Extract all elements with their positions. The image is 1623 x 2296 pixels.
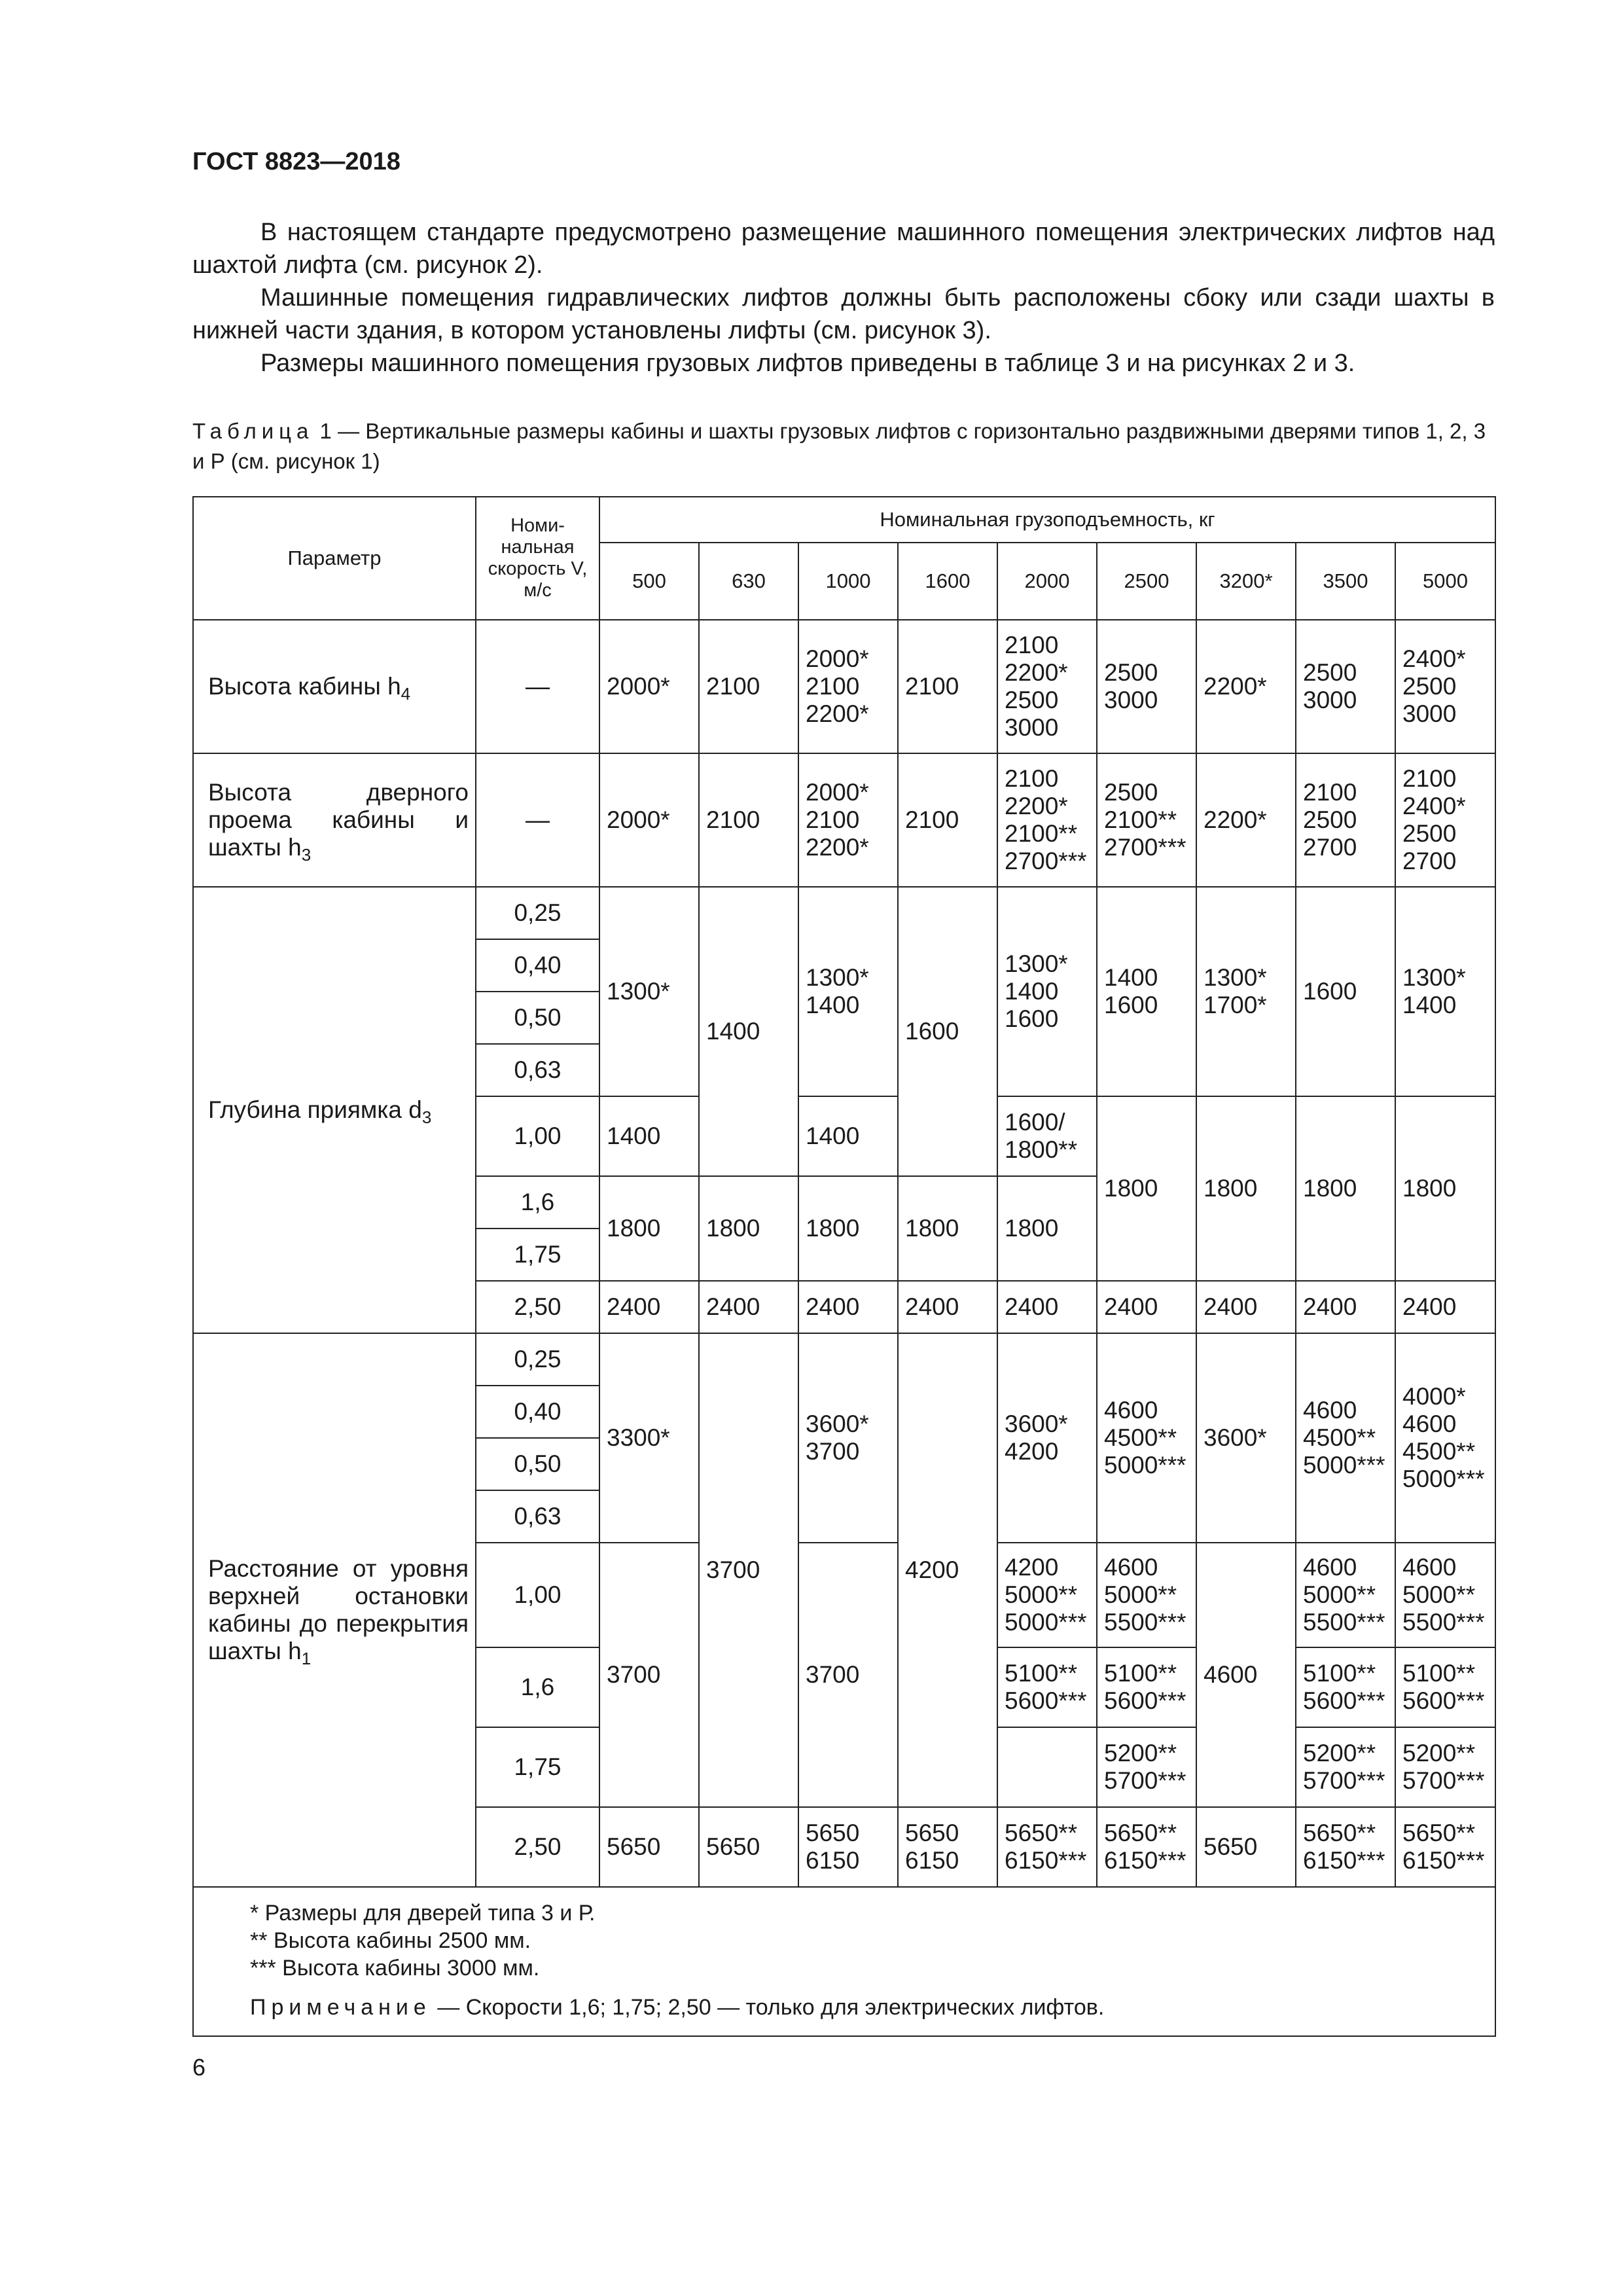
value-cell: 3700 xyxy=(699,1333,798,1807)
value-cell xyxy=(997,887,1097,1096)
value-line: 1400 xyxy=(1104,964,1158,991)
value-line: 6150 xyxy=(905,1847,959,1874)
value-cell: 1800 xyxy=(1296,1096,1395,1281)
value-cell xyxy=(1296,620,1395,753)
footnote: *** Высота кабины 3000 мм. xyxy=(250,1956,540,1981)
value-line: 1400 xyxy=(1402,992,1457,1018)
value-cell: 3700 xyxy=(599,1543,699,1807)
page-number: 6 xyxy=(192,2054,206,2081)
value-cell: 1600 xyxy=(1296,887,1395,1096)
value-line: 5600*** xyxy=(1104,1687,1186,1714)
value-line: 4200 xyxy=(1005,1438,1059,1465)
value-cell xyxy=(699,753,798,887)
value-line: 3600* xyxy=(1005,1410,1068,1437)
note-text: — Скорости 1,6; 1,75; 2,50 — только для электрических лифтов. xyxy=(431,1995,1105,2020)
value-line: 1300* xyxy=(1204,964,1267,991)
speed-cell: 0,50 xyxy=(476,992,599,1044)
value-line: 2100 xyxy=(806,673,860,700)
speed-cell: 0,25 xyxy=(476,887,599,939)
value-cell xyxy=(798,887,898,1096)
value-line: 1300* xyxy=(806,964,869,991)
speed-cell: 0,63 xyxy=(476,1490,599,1543)
value-cell xyxy=(1196,1807,1296,1887)
value-line: 2100** xyxy=(1005,820,1078,847)
value-line: 5500*** xyxy=(1104,1609,1186,1636)
speed-cell: 1,00 xyxy=(476,1096,599,1176)
value-line: 1800** xyxy=(1005,1136,1078,1163)
value-cell xyxy=(997,1807,1097,1887)
value-line: 4600 xyxy=(1402,1410,1457,1437)
value-cell xyxy=(1296,1807,1395,1887)
header-parameter: Параметр xyxy=(193,497,476,620)
value-cell: 2400 xyxy=(1196,1281,1296,1333)
value-line: 5000*** xyxy=(1104,1452,1186,1479)
speed-cell: 1,75 xyxy=(476,1229,599,1281)
value-line: 2700*** xyxy=(1104,834,1186,861)
value-cell xyxy=(1395,1727,1495,1807)
value-cell xyxy=(1097,620,1196,753)
value-cell xyxy=(1395,1647,1495,1727)
row-pit-depth xyxy=(193,887,1495,939)
value-cell: 1400 xyxy=(599,1096,699,1176)
value-line: 2500 xyxy=(1303,659,1357,686)
value-cell xyxy=(798,1807,898,1887)
value-line: 4000* xyxy=(1402,1383,1466,1410)
value-line: 2500 xyxy=(1104,659,1158,686)
value-cell: 1800 xyxy=(1395,1096,1495,1281)
table-caption xyxy=(192,416,1495,476)
value-line: 1400 xyxy=(806,992,860,1018)
value-line: 5650 xyxy=(706,1833,760,1860)
table-caption-text: 1 — Вертикальные размеры кабины и шахты грузовых лифтов с горизонтально раздвижными дверями типов 1, 2, 3 и Р (см. рисунок 1) xyxy=(192,419,1486,473)
load-cell: 1600 xyxy=(898,543,997,620)
value-line: 5500*** xyxy=(1303,1609,1385,1636)
row-door-height xyxy=(193,753,1495,887)
value-cell xyxy=(599,620,699,753)
value-cell xyxy=(1395,620,1495,753)
table-footnotes xyxy=(193,1887,1495,2036)
footnotes-cell xyxy=(193,1887,1495,2036)
value-line: 3700 xyxy=(806,1438,860,1465)
value-line: 5650 xyxy=(905,1820,959,1846)
speed-cell: — xyxy=(476,753,599,887)
value-line: 5100** xyxy=(1402,1660,1476,1687)
value-cell xyxy=(1097,753,1196,887)
row-label: Высота дверного проема кабины и шахты $h_3$ xyxy=(193,753,476,887)
value-line: 5100** xyxy=(1005,1660,1078,1687)
paragraph-2: Машинные помещения гидравлических лифтов должны быть расположены сбоку или сзади шахты в нижней части здания, в котором установлены лифты (см. рисунок 3). xyxy=(192,284,1495,344)
value-cell: 1800 xyxy=(898,1176,997,1281)
row-headroom xyxy=(193,1333,1495,1386)
value-line: 5600*** xyxy=(1402,1687,1485,1714)
speed-cell: 0,40 xyxy=(476,939,599,992)
value-line: 5700*** xyxy=(1104,1767,1186,1794)
value-cell: 1300* xyxy=(599,887,699,1096)
value-line: 2500 xyxy=(1402,673,1457,700)
row-label: Расстояние от уровня верхней остановки кабины до перекрытия шахты $h_1$ xyxy=(193,1333,476,1887)
value-cell: 2400 xyxy=(1097,1281,1196,1333)
value-line: 3000 xyxy=(1402,700,1457,727)
value-cell xyxy=(997,1333,1097,1543)
value-line: 5650** xyxy=(1303,1820,1376,1846)
value-line: 5000** xyxy=(1402,1581,1476,1608)
value-line: 5700*** xyxy=(1402,1767,1485,1794)
value-line: 2100 xyxy=(1005,765,1059,792)
value-cell xyxy=(1296,753,1395,887)
speed-cell: 2,50 xyxy=(476,1281,599,1333)
value-cell xyxy=(1097,887,1196,1096)
speed-cell: — xyxy=(476,620,599,753)
value-line: 2100** xyxy=(1104,806,1177,833)
header-capacity: Номинальная грузоподъемность, кг xyxy=(599,497,1495,543)
speed-cell: 1,6 xyxy=(476,1176,599,1229)
load-cell: 630 xyxy=(699,543,798,620)
value-line: 2700*** xyxy=(1005,848,1087,874)
speed-cell: 1,6 xyxy=(476,1647,599,1727)
value-line: 6150*** xyxy=(1402,1847,1485,1874)
load-cell: 500 xyxy=(599,543,699,620)
value-line: 5100** xyxy=(1104,1660,1177,1687)
load-cell: 1000 xyxy=(798,543,898,620)
value-line: 1600 xyxy=(1104,992,1158,1018)
value-line: 4600 xyxy=(1104,1397,1158,1424)
paragraph-1: В настоящем стандарте предусмотрено размещение машинного помещения электрических лифтов над шахтой лифта (см. рисунок 2). xyxy=(192,219,1495,279)
value-line: 1600/ xyxy=(1005,1109,1065,1136)
value-line: 4600 xyxy=(1303,1397,1357,1424)
value-line: 2200* xyxy=(1204,673,1267,700)
load-cell: 5000 xyxy=(1395,543,1495,620)
load-cell: 3500 xyxy=(1296,543,1395,620)
value-cell: 3600* xyxy=(1196,1333,1296,1543)
value-line: 5000** xyxy=(1005,1581,1078,1608)
value-cell xyxy=(1395,887,1495,1096)
value-line: 2200* xyxy=(806,700,869,727)
value-line: 4600 xyxy=(1104,1554,1158,1581)
value-line: 5200** xyxy=(1402,1740,1476,1767)
value-cell xyxy=(997,1096,1097,1176)
value-line: 2200* xyxy=(806,834,869,861)
value-cell: 1800 xyxy=(699,1176,798,1281)
value-cell xyxy=(1097,1807,1196,1887)
value-line: 3000 xyxy=(1005,714,1059,741)
value-line: 4500** xyxy=(1402,1438,1476,1465)
value-cell xyxy=(997,1543,1097,1647)
value-line: 2200* xyxy=(1005,659,1068,686)
value-cell xyxy=(798,1333,898,1543)
value-cell xyxy=(997,620,1097,753)
value-line: 4500** xyxy=(1104,1424,1177,1451)
value-line: 5100** xyxy=(1303,1660,1376,1687)
value-cell xyxy=(1395,1807,1495,1887)
value-line: 1600 xyxy=(1005,1005,1059,1032)
speed-cell: 0,63 xyxy=(476,1044,599,1096)
value-cell xyxy=(798,620,898,753)
value-line: 5000*** xyxy=(1303,1452,1385,1479)
row-cabin-height xyxy=(193,620,1495,753)
value-line: 2500 xyxy=(1005,687,1059,713)
value-line: 5700*** xyxy=(1303,1767,1385,1794)
value-line: 2400* xyxy=(1402,793,1466,819)
value-line: 2700 xyxy=(1402,848,1457,874)
value-line: 2200* xyxy=(1204,806,1267,833)
value-line: 4600 xyxy=(1402,1554,1457,1581)
note-label: Примечание xyxy=(250,1995,431,2020)
value-line: 5000** xyxy=(1104,1581,1177,1608)
value-line: 5000*** xyxy=(1402,1465,1485,1492)
value-line: 6150*** xyxy=(1005,1847,1087,1874)
value-cell: 2400 xyxy=(599,1281,699,1333)
value-line: 1300* xyxy=(1005,950,1068,977)
paragraph-3: Размеры машинного помещения грузовых лифтов приведены в таблице 3 и на рисунках 2 и 3. xyxy=(260,350,1355,377)
load-cell: 2500 xyxy=(1097,543,1196,620)
value-cell: 1800 xyxy=(1196,1096,1296,1281)
value-line: 5650 xyxy=(806,1820,860,1846)
value-line: 1400 xyxy=(1005,978,1059,1005)
value-cell: 1800 xyxy=(997,1176,1097,1281)
value-line: 4600 xyxy=(1303,1554,1357,1581)
value-cell: 2400 xyxy=(1296,1281,1395,1333)
value-line: 1300* xyxy=(1402,964,1466,991)
value-cell xyxy=(997,1647,1097,1727)
speed-cell: 0,50 xyxy=(476,1438,599,1490)
value-cell: 2400 xyxy=(1395,1281,1495,1333)
value-line: 2000* xyxy=(607,673,670,700)
row-label: Глубина приямка $d_3$ xyxy=(193,887,476,1333)
value-line: 2500 xyxy=(1402,820,1457,847)
value-line: 6150*** xyxy=(1303,1847,1385,1874)
value-line: 5000** xyxy=(1303,1581,1376,1608)
value-cell: 2400 xyxy=(997,1281,1097,1333)
value-line: 2100 xyxy=(1005,632,1059,658)
speed-cell: 1,75 xyxy=(476,1727,599,1807)
table-caption-label: Таблица xyxy=(192,419,314,443)
value-cell xyxy=(1296,1543,1395,1647)
value-cell: 3700 xyxy=(798,1543,898,1807)
value-line: 5200** xyxy=(1104,1740,1177,1767)
value-line: 4500** xyxy=(1303,1424,1376,1451)
value-cell xyxy=(1097,1647,1196,1727)
value-line: 2400* xyxy=(1402,645,1466,672)
value-cell xyxy=(1296,1647,1395,1727)
value-cell xyxy=(699,1807,798,1887)
footnote: ** Высота кабины 2500 мм. xyxy=(250,1928,531,1953)
dimensions-table xyxy=(192,496,1496,2037)
load-cell: 2000 xyxy=(997,543,1097,620)
value-line: 3000 xyxy=(1303,687,1357,713)
value-cell: 3300* xyxy=(599,1333,699,1543)
speed-cell: 2,50 xyxy=(476,1807,599,1887)
value-line: 2200* xyxy=(1005,793,1068,819)
value-line: 2700 xyxy=(1303,834,1357,861)
value-line: 2000* xyxy=(806,779,869,806)
value-cell xyxy=(798,753,898,887)
value-cell: 1400 xyxy=(798,1096,898,1176)
value-cell xyxy=(898,620,997,753)
value-line: 5200** xyxy=(1303,1740,1376,1767)
value-line: 2100 xyxy=(905,673,959,700)
value-cell: 1600 xyxy=(898,887,997,1176)
value-cell xyxy=(997,753,1097,887)
value-cell: 1400 xyxy=(699,887,798,1176)
value-cell: 4600 xyxy=(1196,1543,1296,1807)
value-line: 3000 xyxy=(1104,687,1158,713)
value-cell: 2400 xyxy=(898,1281,997,1333)
value-line: 5650 xyxy=(607,1833,661,1860)
value-line: 2100 xyxy=(905,806,959,833)
value-cell xyxy=(1395,1333,1495,1543)
value-line: 2100 xyxy=(1402,765,1457,792)
value-cell xyxy=(1097,1333,1196,1543)
value-line: 5650 xyxy=(1204,1833,1258,1860)
value-cell xyxy=(599,753,699,887)
value-cell xyxy=(1097,1727,1196,1807)
value-cell xyxy=(1196,887,1296,1096)
value-line: 3600* xyxy=(806,1410,869,1437)
footnote: * Размеры для дверей типа 3 и Р. xyxy=(250,1901,596,1926)
speed-cell: 1,00 xyxy=(476,1543,599,1647)
value-line: 5650** xyxy=(1402,1820,1476,1846)
value-cell xyxy=(1196,753,1296,887)
value-cell xyxy=(699,620,798,753)
value-cell xyxy=(1296,1727,1395,1807)
load-cell: 3200* xyxy=(1196,543,1296,620)
value-line: 6150 xyxy=(806,1847,860,1874)
value-cell xyxy=(898,753,997,887)
value-line: 2100 xyxy=(806,806,860,833)
value-line: 2000* xyxy=(607,806,670,833)
value-line: 5500*** xyxy=(1402,1609,1485,1636)
value-cell xyxy=(898,1807,997,1887)
value-line: 5600*** xyxy=(1303,1687,1385,1714)
value-cell: 1800 xyxy=(798,1176,898,1281)
table-note xyxy=(250,1994,1488,2021)
value-cell xyxy=(1395,1543,1495,1647)
value-line: 4200 xyxy=(1005,1554,1059,1581)
value-line: 6150*** xyxy=(1104,1847,1186,1874)
value-line: 5650** xyxy=(1104,1820,1177,1846)
document-header: ГОСТ 8823—2018 xyxy=(192,148,401,175)
header-speed: Номи-нальная скорость V, м/с xyxy=(476,497,599,620)
value-line: 2100 xyxy=(1303,779,1357,806)
value-cell xyxy=(599,1807,699,1887)
value-cell xyxy=(1196,620,1296,753)
row-label: Высота кабины $h_4$ xyxy=(193,620,476,753)
value-line: 2100 xyxy=(706,673,760,700)
value-cell: 4200 xyxy=(898,1333,997,1807)
value-line: 5600*** xyxy=(1005,1687,1087,1714)
value-line: 1700* xyxy=(1204,992,1267,1018)
value-line: 2500 xyxy=(1104,779,1158,806)
value-cell: 2400 xyxy=(699,1281,798,1333)
value-line: 5000*** xyxy=(1005,1609,1087,1636)
value-cell xyxy=(1296,1333,1395,1543)
value-cell xyxy=(997,1727,1097,1807)
value-cell xyxy=(1395,753,1495,887)
speed-cell: 0,40 xyxy=(476,1386,599,1438)
value-line: 5650** xyxy=(1005,1820,1078,1846)
value-cell: 1800 xyxy=(1097,1096,1196,1281)
value-line: 2100 xyxy=(706,806,760,833)
speed-cell: 0,25 xyxy=(476,1333,599,1386)
value-cell: 2400 xyxy=(798,1281,898,1333)
value-cell xyxy=(1097,1543,1196,1647)
value-line: 2500 xyxy=(1303,806,1357,833)
value-line: 2000* xyxy=(806,645,869,672)
value-cell: 1800 xyxy=(599,1176,699,1281)
